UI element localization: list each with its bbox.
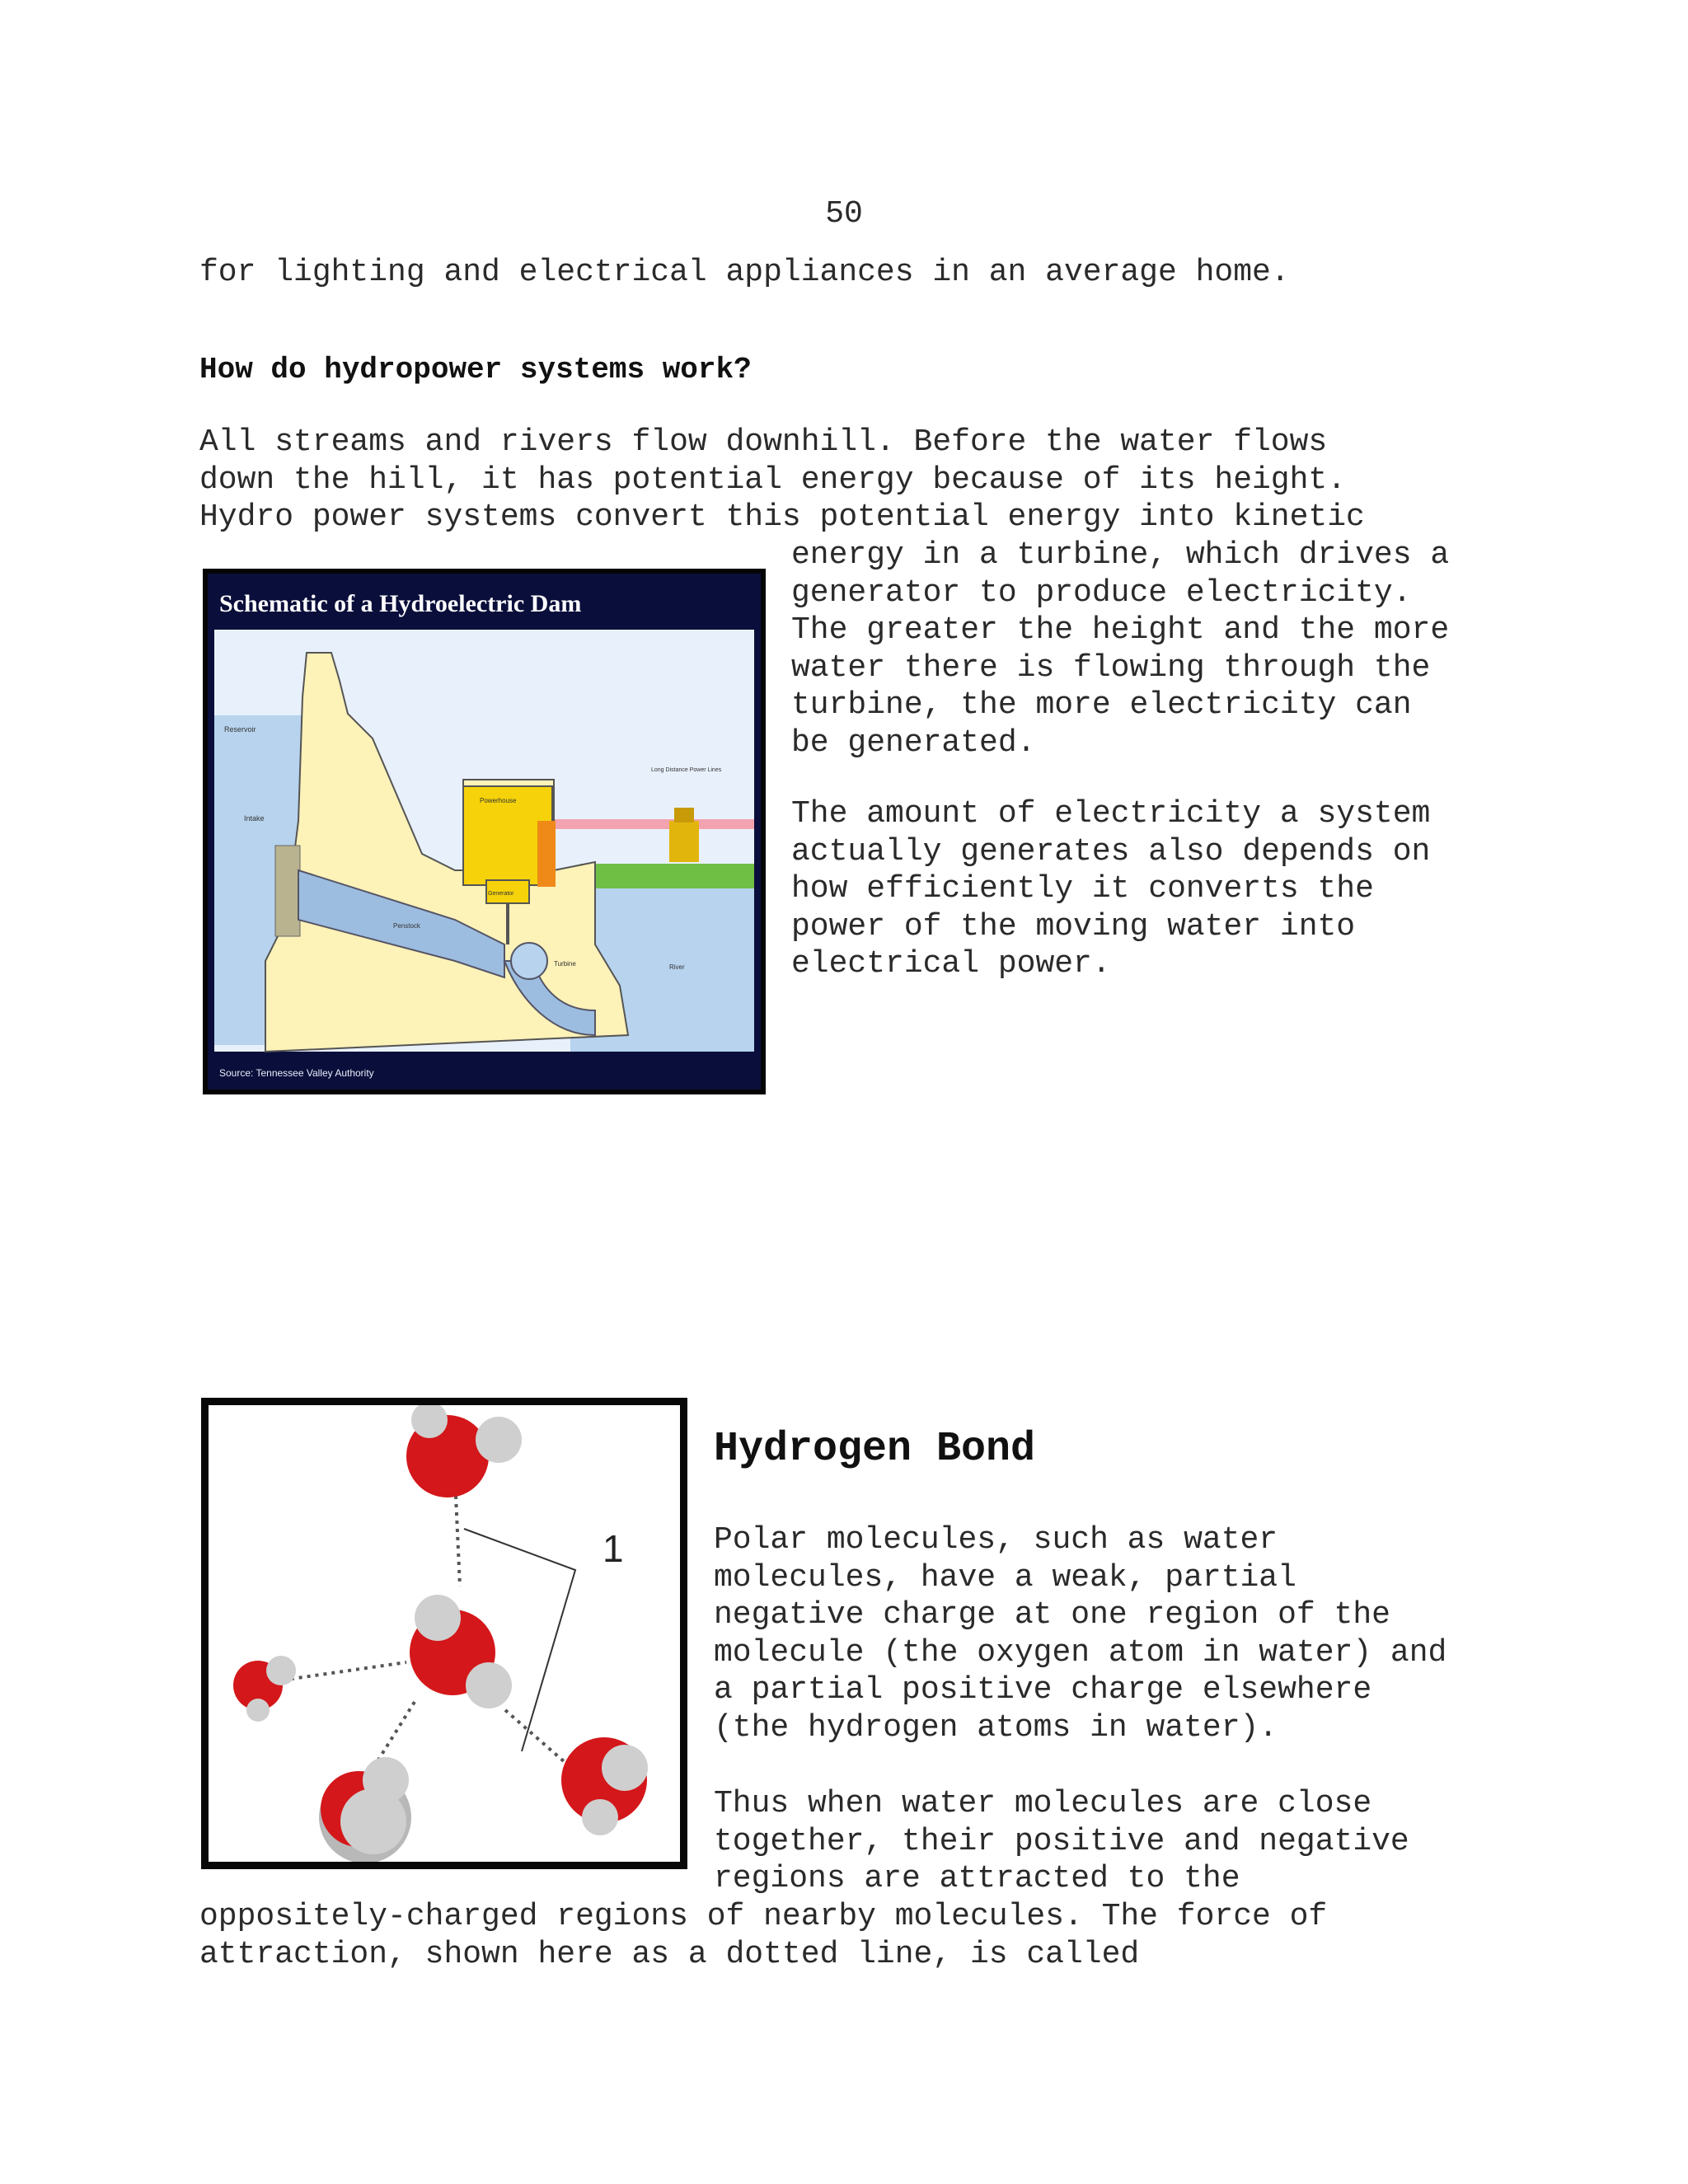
text-line: regions are attracted to the: [714, 1861, 1240, 1897]
label-penstock: Penstock: [393, 922, 420, 930]
text-line: a partial positive charge elsewhere: [714, 1672, 1372, 1708]
text-line: together, their positive and negative: [714, 1823, 1409, 1859]
text-line: power of the moving water into: [791, 908, 1356, 944]
text-line: negative charge at one region of the: [714, 1597, 1390, 1633]
text-line: attraction, shown here as a dotted line, is called: [199, 1936, 1140, 1972]
text-line: turbine, the more electricity can: [791, 687, 1412, 724]
text-line: (the hydrogen atoms in water).: [714, 1709, 1278, 1746]
label-turbine: Turbine: [554, 960, 576, 968]
label-powerhouse: Powerhouse: [480, 797, 517, 804]
hydropower-paragraph-2: [791, 795, 1430, 983]
text-line: energy in a turbine, which drives a: [791, 537, 1450, 573]
text-line: down the hill, it has potential energy because of its height.: [199, 462, 1347, 498]
hydrogen-bond-paragraph-1: [714, 1521, 1447, 1747]
text-line: water there is flowing through the: [791, 649, 1431, 686]
dam-schematic-illustration: [208, 574, 761, 1090]
hydrogen-bond-figure: [201, 1398, 687, 1869]
label-generator: Generator: [488, 891, 514, 897]
hydroelectric-dam-figure: [203, 569, 766, 1094]
dam-figure-title: Schematic of a Hydroelectric Dam: [219, 590, 582, 617]
section-heading-hydrogen-bond: Hydrogen Bond: [714, 1426, 1036, 1473]
text-line: generator to produce electricity.: [791, 574, 1412, 611]
section-heading-hydropower: How do hydropower systems work?: [199, 353, 752, 387]
hydrogen-bond-paragraph-2: [714, 1785, 1409, 1898]
text-line: electrical power.: [791, 946, 1111, 982]
text-line: be generated.: [791, 724, 1036, 761]
text-line: molecules, have a weak, partial: [714, 1559, 1296, 1596]
text-line: Hydro power systems convert this potential energy into kinetic: [199, 499, 1365, 536]
figure-label-1: 1: [603, 1527, 624, 1570]
page-number: 50: [825, 196, 863, 232]
text-line: The greater the height and the more: [791, 612, 1450, 649]
text-line: Polar molecules, such as water: [714, 1522, 1278, 1558]
water-molecules-illustration: [209, 1405, 680, 1862]
text-line: molecule (the oxygen atom in water) and: [714, 1634, 1447, 1671]
text-line: All streams and rivers flow downhill. Before the water flows: [199, 424, 1328, 460]
hydrogen-bond-paragraph-2-full: [199, 1898, 1327, 1973]
label-river: River: [669, 963, 685, 971]
intro-line: for lighting and electrical appliances in an average home.: [199, 255, 1290, 290]
text-line: Thus when water molecules are close: [714, 1786, 1372, 1821]
hydropower-paragraph-1-wrap: [791, 537, 1449, 762]
text-line: actually generates also depends on: [791, 833, 1431, 869]
text-line: oppositely-charged regions of nearby molecules. The force of: [199, 1899, 1328, 1934]
text-line: The amount of electricity a system: [791, 796, 1431, 832]
hydropower-paragraph-1: [199, 424, 1365, 537]
label-reservoir: Reservoir: [224, 725, 256, 733]
dam-figure-source: Source: Tennessee Valley Authority: [219, 1067, 374, 1079]
text-line: how efficiently it converts the: [791, 871, 1374, 907]
label-power-lines: Long Distance Power Lines: [651, 767, 722, 773]
label-intake: Intake: [244, 814, 265, 823]
